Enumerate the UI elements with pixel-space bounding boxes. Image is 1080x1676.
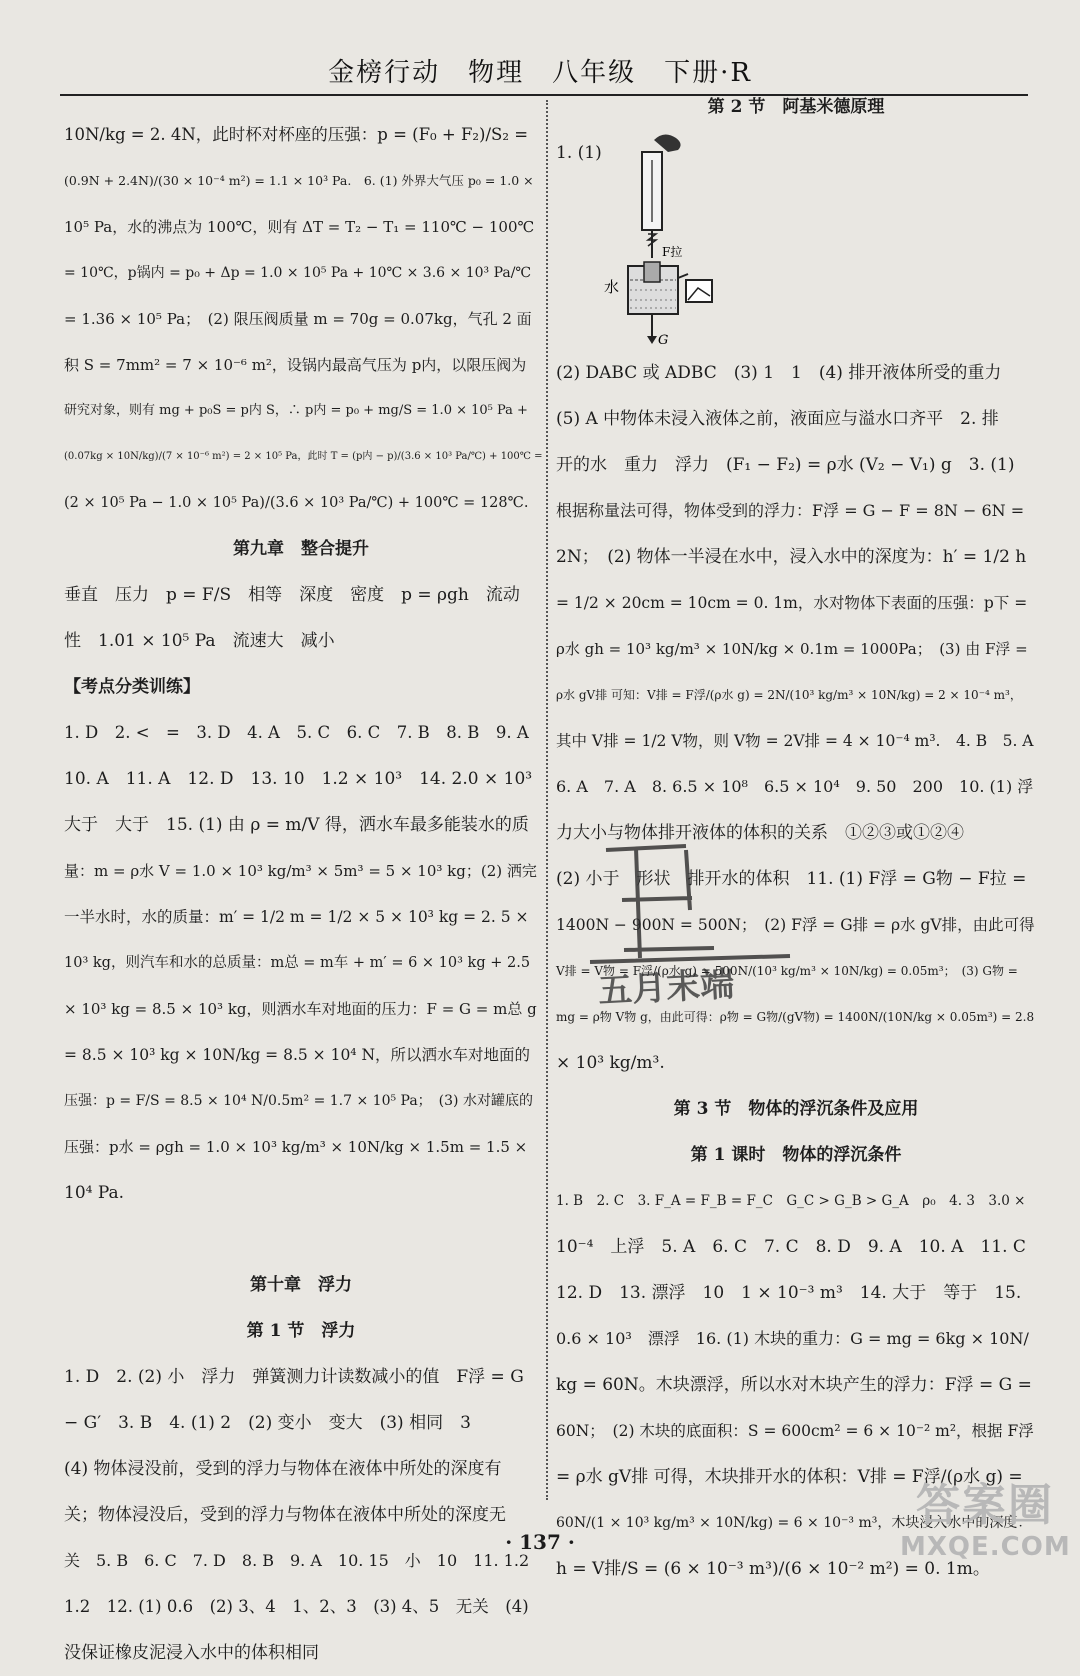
archimedes-figure (556, 130, 1036, 350)
right-line: (2) 小于 形状 排开水的体积 11. (1) F浮 = G物 − F拉 = (556, 869, 1027, 889)
left-line: (0.9N + 2.4N)/(30 × 10⁻⁴ m²) = 1.1 × 10³ Pa. 6. (1) 外界大气压 p₀ = 1.0 × (64, 173, 534, 188)
left-line: 10N/kg = 2. 4N，此时杯对杯座的压强：p = (F₀ + F₂)/S₂ = (64, 125, 529, 144)
right-line: 开的水 重力 浮力 (F₁ − F₂) = ρ水 (V₂ − V₁) g 3. (1) (556, 455, 1015, 475)
object (644, 262, 660, 282)
left-line: 一半水时，水的质量：m′ = 1/2 m = 1/2 × 5 × 10³ kg = 2. 5 × (64, 908, 529, 926)
water-label: 水 (604, 278, 620, 296)
left-line: 性 1.01 × 10⁵ Pa 流速大 减小 (64, 631, 335, 651)
right-line: ρ水 gh = 10³ kg/m³ × 10N/kg × 0.1m = 1000Pa； (3) 由 F浮 = (556, 640, 1028, 658)
watermark-url: MXQE.COM (900, 1532, 1071, 1562)
left-line: 关；物体浸没后，受到的浮力与物体在液体中所处的深度无 (64, 1505, 506, 1525)
watermark-logo (900, 1480, 1070, 1570)
left-line: = 1.36 × 10⁵ Pa； (2) 限压阀质量 m = 70g = 0.07kg，气孔 2 面 (64, 310, 532, 328)
right-line: 1. B 2. C 3. F_A = F_B = F_C G_C > G_B > G_A ρ₀ 4. 3 3.0 × (556, 1193, 1026, 1209)
left-line: 10⁴ Pa. (64, 1183, 125, 1203)
right-line: 2N； (2) 物体一半浸在水中，浸入水中的深度为：h′ = 1/2 h (556, 547, 1027, 567)
right-line: 1400N − 900N = 500N； (2) F浮 = G排 = ρ水 gV排，由此可得 (556, 916, 1035, 934)
section-title: 第 2 节 阿基米德原理 (707, 97, 885, 117)
left-line: 1. D 2. < = 3. D 4. A 5. C 6. C 7. B 8. B 9. A (64, 723, 529, 742)
left-line: − G′ 3. B 4. (1) 2 (2) 变小 变大 (3) 相同 3 (64, 1413, 471, 1433)
left-line (64, 1216, 538, 1262)
left-line: 大于 大于 15. (1) 由 ρ = m/V 得，洒水车最多能装水的质 (64, 815, 529, 835)
left-line: = 10℃，p锅内 = p₀ + Δp = 1.0 × 10⁵ Pa + 10℃ × 3.6 × 10³ Pa/℃ (64, 265, 532, 281)
left-line: 第十章 浮力 (250, 1275, 352, 1295)
right-line: 60N； (2) 木块的底面积：S = 600cm² = 6 × 10⁻² m²，根据 F浮 (556, 1422, 1034, 1440)
right-line: 6. A 7. A 8. 6.5 × 10⁸ 6.5 × 10⁴ 9. 50 200 10. (1) 浮 (556, 777, 1034, 796)
left-line: 第九章 整合提升 (233, 539, 369, 559)
left-line: 积 S = 7mm² = 7 × 10⁻⁶ m²，设锅内最高气压为 p内，以限压阀为 (64, 356, 527, 374)
right-line: × 10³ kg/m³. (556, 1053, 665, 1073)
left-line: (2 × 10⁵ Pa − 1.0 × 10⁵ Pa)/(3.6 × 10³ Pa/℃) + 100℃ = 128℃. (64, 495, 529, 511)
right-line: 0.6 × 10³ 漂浮 16. (1) 木块的重力：G = mg = 6kg × 10N/ (556, 1329, 1029, 1348)
left-line: 【考点分类训练】 (64, 677, 200, 697)
left-line: 压强：p水 = ρgh = 1.0 × 10³ kg/m³ × 10N/kg × 1.5m = 1.5 × (64, 1138, 528, 1156)
handwritten-note: 五月末端 (597, 964, 736, 1012)
left-line: 压强：p = F/S = 8.5 × 10⁴ N/0.5m² = 1.7 × 10⁵ Pa； (3) 水对罐底的 (64, 1093, 533, 1109)
left-line: 垂直 压力 p = F/S 相等 深度 密度 p = ρgh 流动 (64, 585, 520, 605)
left-line: 研究对象，则有 mg + p₀S = p内 S，∴ p内 = p₀ + mg/S = 1.0 × 10⁵ Pa + (64, 403, 528, 418)
left-line: 10. A 11. A 12. D 13. 10 1.2 × 10³ 14. 2.0 × 10³ (64, 769, 533, 789)
right-line: = ρ水 gV排 可得，木块排开水的体积：V排 = F浮/(ρ水 g) = (556, 1467, 1023, 1487)
left-line: (4) 物体浸没前，受到的浮力与物体在液体中所处的深度有 (64, 1459, 502, 1479)
right-line: 其中 V排 = 1/2 V物，则 V物 = 2V排 = 4 × 10⁻⁴ m³. 4. B 5. A (556, 732, 1034, 750)
right-line: V排 = V物 = F浮/(ρ水 g) = 500N/(10³ kg/m³ × 10N/kg) = 0.05m³； (3) G物 = (556, 964, 1018, 978)
watermark-text: 答案圈 (916, 1480, 1054, 1531)
right-line: 60N/(1 × 10³ kg/m³ × 10N/kg) = 6 × 10⁻³ m³，木块浸入水中的深度： (556, 1515, 1032, 1531)
left-line: = 8.5 × 10³ kg × 10N/kg = 8.5 × 10⁴ N，所以洒水车对地面的 (64, 1046, 531, 1064)
left-line: 没保证橡皮泥浸入水中的体积相同 (64, 1643, 319, 1663)
left-line: 量：m = ρ水 V = 1.0 × 10³ kg/m³ × 5m³ = 5 × 10³ kg；(2) 洒完 (64, 862, 537, 880)
gravity-label: G (658, 333, 669, 348)
right-line: 12. D 13. 漂浮 10 1 × 10⁻³ m³ 14. 大于 等于 15. (556, 1283, 1022, 1303)
right-line: kg = 60N。木块漂浮，所以水对木块产生的浮力：F浮 = G = (556, 1375, 1032, 1395)
right-line: (2) DABC 或 ADBC (3) 1 1 (4) 排开液体所受的重力 (556, 363, 1002, 383)
column-divider (546, 100, 548, 1500)
left-line: 10³ kg，则汽车和水的总质量：m总 = m车 + m′ = 6 × 10³ kg + 2.5 (64, 955, 531, 971)
pull-force-label: F拉 (662, 245, 683, 259)
spring-scale-diagram (604, 130, 756, 350)
question-number: 1. (1) (556, 143, 602, 163)
right-line: h = V排/S = (6 × 10⁻³ m³)/(6 × 10⁻² m²) = 0. 1m。 (556, 1559, 990, 1579)
page-header: 金榜行动 物理 八年级 下册·R (328, 58, 752, 88)
right-line: 第 3 节 物体的浮沉条件及应用 (673, 1099, 919, 1119)
right-line: (5) A 中物体未浸入液体之前，液面应与溢水口齐平 2. 排 (556, 409, 999, 429)
left-line: 第 1 节 浮力 (246, 1321, 356, 1341)
left-line: × 10³ kg = 8.5 × 10³ kg，则洒水车对地面的压力：F = G = m总 g (64, 1000, 537, 1018)
right-line: 10⁻⁴ 上浮 5. A 6. C 7. C 8. D 9. A 10. A 11. C (556, 1237, 1026, 1257)
left-line: 1.2 12. (1) 0.6 (2) 3、4 1、2、3 (3) 4、5 无关 (4) (64, 1597, 529, 1616)
right-line: ρ水 gV排 可知：V排 = F浮/(ρ水 g) = 2N/(10³ kg/m³ × 10N/kg) = 2 × 10⁻⁴ m³， (556, 688, 1022, 702)
right-line: 根据称量法可得，物体受到的浮力：F浮 = G − F = 8N − 6N = (556, 501, 1025, 520)
hand-icon (654, 134, 681, 152)
left-line: 10⁵ Pa，水的沸点为 100℃，则有 ΔT = T₂ − T₁ = 110℃ − 100℃ (64, 218, 535, 236)
left-line: 1. D 2. (2) 小 浮力 弹簧测力计读数减小的值 F浮 = G (64, 1367, 524, 1387)
right-line: 第 1 课时 物体的浮沉条件 (690, 1145, 902, 1165)
right-line: mg = ρ物 V物 g，由此可得：ρ物 = G物/(gV物) = 1400N/(10N/kg × 0.05m³) = 2.8 (556, 1010, 1035, 1024)
right-line: = 1/2 × 20cm = 10cm = 0. 1m，水对物体下表面的压强：p下 = (556, 594, 1028, 612)
right-line: 力大小与物体排开液体的体积的关系 ①②③或①②④ (556, 823, 964, 843)
page-number: · 137 · (505, 1530, 575, 1554)
left-line: (0.07kg × 10N/kg)/(7 × 10⁻⁶ m²) = 2 × 10⁵ Pa，此时 T = (p内 − p)/(3.6 × 10³ Pa/℃) + 100℃ = (64, 451, 543, 462)
left-line: 关 5. B 6. C 7. D 8. B 9. A 10. 15 小 10 11. 1.2 (64, 1551, 530, 1570)
